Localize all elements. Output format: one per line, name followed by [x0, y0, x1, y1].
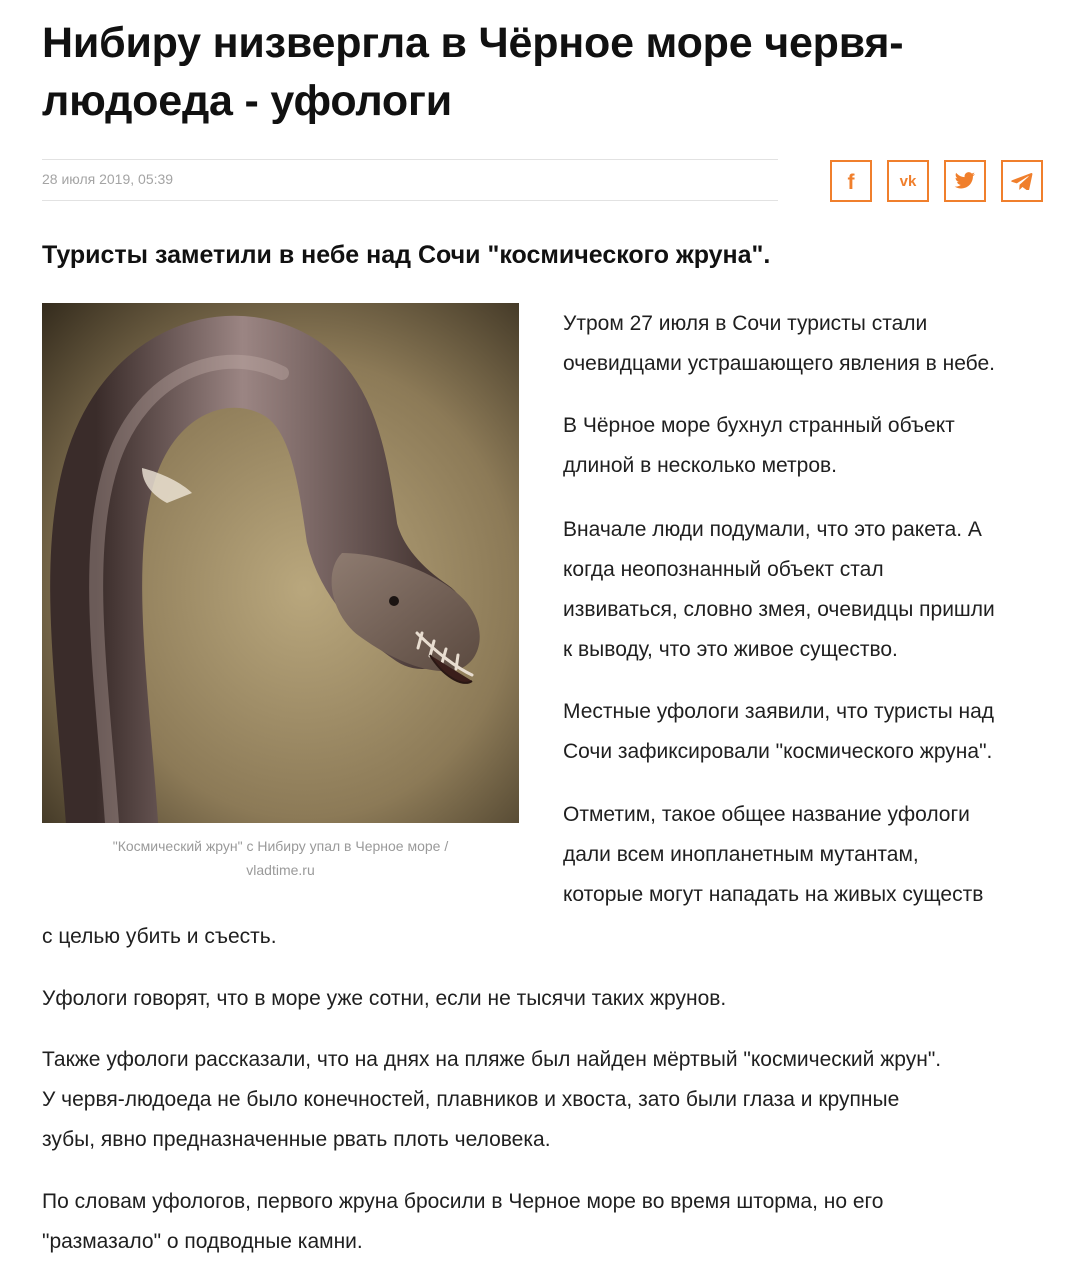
paragraph-line: Утром 27 июля в Сочи туристы стали [563, 312, 928, 335]
article-figure [42, 303, 519, 882]
paragraph-line: "размазало" о подводные камни. [42, 1230, 363, 1253]
publish-date: 28 июля 2019, 05:39 [42, 171, 174, 187]
share-telegram-button[interactable] [1001, 160, 1043, 202]
paragraph-line: Уфологи говорят, что в море уже сотни, если не тысячи таких жрунов. [42, 987, 727, 1010]
svg-text:vk: vk [899, 173, 917, 189]
share-twitter-button[interactable] [944, 160, 986, 202]
paragraph-5 [563, 795, 1053, 915]
paragraph-line: Отметим, такое общее название уфологи [563, 803, 970, 826]
paragraph-1 [563, 304, 1053, 384]
paragraph-line: Также уфологи рассказали, что на днях на пляже был найден мёртвый "космический жрун". [42, 1048, 942, 1071]
share-facebook-button[interactable] [830, 160, 872, 202]
paragraph-line: В Чёрное море бухнул странный объект [563, 414, 955, 437]
paragraph-7 [42, 1040, 1042, 1160]
paragraph-line: По словам уфологов, первого жруна бросили в Черное море во время шторма, но его [42, 1190, 884, 1213]
twitter-icon [954, 172, 976, 190]
article-title-line-2: людоеда - уфологи [42, 77, 452, 125]
paragraph-line: У червя-людоеда не было конечностей, плавников и хвоста, зато были глаза и крупные [42, 1088, 900, 1111]
paragraph-line: Вначале люди подумали, что это ракета. А [563, 518, 982, 541]
article-lead: Туристы заметили в небе над Сочи "космического жруна". [42, 241, 771, 269]
paragraph-line: Местные уфологи заявили, что туристы над [563, 700, 995, 723]
paragraph-line: которые могут нападать на живых существ [563, 883, 984, 906]
facebook-icon [844, 170, 858, 192]
share-buttons [830, 160, 1043, 202]
share-vk-button[interactable] [887, 160, 929, 202]
svg-text:f: f [847, 171, 855, 192]
paragraph-line: когда неопознанный объект стал [563, 558, 884, 581]
image-caption-line-2: vladtime.ru [246, 862, 315, 878]
article-meta-bar [42, 159, 778, 201]
paragraph-line: с целью убить и съесть. [42, 925, 277, 948]
paragraph-line: к выводу, что это живое существо. [563, 638, 898, 661]
telegram-icon [1011, 172, 1033, 190]
paragraph-line: очевидцами устрашающего явления в небе. [563, 352, 995, 375]
paragraph-line: дали всем инопланетным мутантам, [563, 843, 919, 866]
image-caption-line-1: "Космический жрун" с Нибиру упал в Черное море / [112, 838, 449, 854]
paragraph-line: длиной в несколько метров. [563, 454, 838, 477]
paragraph-3 [563, 510, 1053, 670]
paragraph-line: зубы, явно предназначенные рвать плоть человека. [42, 1128, 551, 1151]
paragraph-line: Сочи зафиксировали "космического жруна". [563, 740, 993, 763]
paragraph-2 [563, 406, 1053, 486]
image-caption [42, 834, 519, 882]
vk-icon [896, 173, 920, 189]
paragraph-5-continuation [42, 917, 1042, 957]
article-photo [42, 303, 519, 823]
article-title [42, 14, 942, 130]
paragraph-4 [563, 692, 1053, 772]
paragraph-6 [42, 979, 1042, 1019]
article-title-line-1: Нибиру низвергла в Чёрное море червя- [42, 19, 904, 67]
paragraph-line: извиваться, словно змея, очевидцы пришли [563, 598, 995, 621]
paragraph-8 [42, 1182, 1042, 1262]
